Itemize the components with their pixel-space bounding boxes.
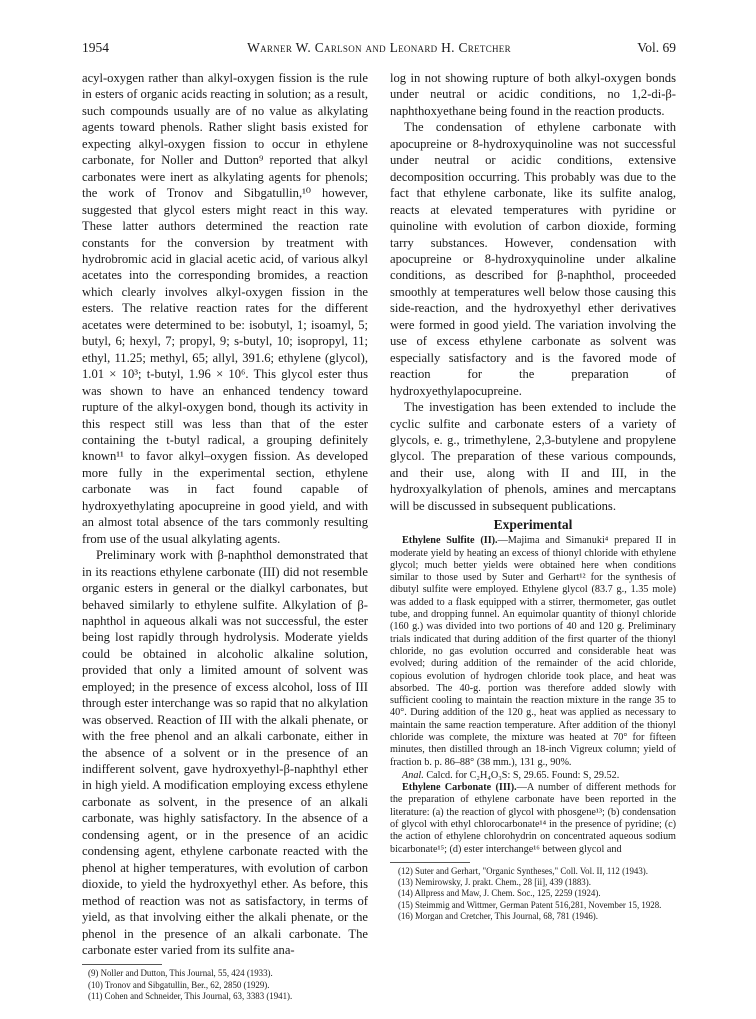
volume-number: Vol. 69 bbox=[637, 40, 676, 55]
body-paragraph: The investigation has been extended to include the cyclic sulfite and carbonate esters of a variety of glycols, e. g., trimethylene, 2,3-butylene and propylene glycol. The preparation of these various compounds, and their use, along with II and III, in the hydroxyalkylation of phenols, amines and mercaptans will be discussed in subsequent publications. bbox=[390, 400, 676, 513]
analysis-line bbox=[390, 770, 676, 782]
compound-title: Ethylene Carbonate (III). bbox=[402, 782, 517, 794]
right-footnotes bbox=[390, 866, 676, 922]
running-head bbox=[82, 40, 676, 58]
footnote: (14) Allpress and Maw, J. Chem. Soc., 125, 2259 (1924). bbox=[398, 888, 601, 899]
section-heading: Experimental bbox=[493, 517, 573, 533]
right-body bbox=[390, 70, 676, 514]
footnote: (13) Nemirowsky, J. prakt. Chem., 28 [ii], 439 (1883). bbox=[398, 877, 591, 888]
right-column bbox=[390, 70, 676, 922]
left-body bbox=[82, 70, 368, 958]
compound-title: Ethylene Sulfite (II). bbox=[402, 535, 498, 547]
footnote: (16) Morgan and Cretcher, This Journal, 68, 781 (1946). bbox=[398, 910, 598, 921]
running-head-authors: Warner W. Carlson and Leonard H. Cretcher bbox=[247, 40, 511, 55]
footnote-rule bbox=[390, 862, 470, 863]
footnote: (11) Cohen and Schneider, This Journal, 63, 3383 (1941). bbox=[88, 990, 293, 1001]
footnote: (12) Suter and Gerhart, "Organic Syntheses," Coll. Vol. II, 112 (1943). bbox=[398, 865, 648, 876]
experimental-paragraph bbox=[390, 535, 676, 769]
footnote: (10) Tronov and Sibgatullin, Ber., 62, 2850 (1929). bbox=[88, 979, 270, 990]
left-column bbox=[82, 70, 368, 1002]
experimental-paragraph bbox=[390, 782, 676, 856]
procedure-text: —Majima and Simanuki⁴ prepared II in moderate yield by heating an excess of thionyl chloride with ethylene glycol; much better yields were obtained here when conditions similar to those used by Suter and Gerhart¹² for the synthesis of dibutyl sulfite were employed. Ethylene glycol (83.7 g., 1.35 mole) was added to a flask equipped with a stirrer, thermometer, gas outlet tube, and dropping funnel. An equimolar quantity of thionyl chloride (160 g.) was divided into two portions of 40 and 120 g. Preliminary trials indicated that during addition of the first quarter of the thionyl chloride, no gas evolution occurred and considerable heat was evolved; during addition of the remainder of the acid chloride, copious evolution of hydrogen chloride took place, and heat was absorbed. The 40-g. portion was therefore added slowly with sufficient cooling to maintain the reaction mixture in the range 35 to 40°. During addition of the 120 g., heat was applied as necessary to maintain the same reaction temperature. After addition of the thionyl chloride was complete, the mixture was heated at 70° for fifteen minutes, then distilled through an 18-inch Vigreux column; yield of fraction b. p. 86–88° (38 mm.), 131 g., 90%. bbox=[390, 535, 677, 768]
footnote: (15) Steimmig and Wittmer, German Patent 516,281, November 15, 1928. bbox=[398, 899, 662, 910]
left-footnotes bbox=[82, 968, 368, 1002]
body-paragraph: Preliminary work with β-naphthol demonstrated that in its reactions ethylene carbonate (III) did not resemble organic esters in general or the dialkyl carbonates, but behaved similarly to ethylene sulfite. Alkylation of β-naphthol in aqueous alkali was not successful, the ester being lost rapidly through hydrolysis. Moderate yields could be obtained in alcoholic alkaline solution, provided that only a limited amount of solvent was employed; in the presence of excess alcohol, loss of III through ester interchange was so rapid that no alkylation was observed. Reaction of III with the alkali phenate, or with the free phenol and an alkali carbonate, either in the absence of a solvent or in the presence of an indifferent solvent, gave hydroxyethyl-β-naphthyl ether in high yield. A modification employing excess ethylene carbonate as solvent, in the presence of an alkali carbonate, was highly satisfactory. In the absence of a condensing agent, or in the presence of an acidic condensing agent, ethylene carbonate reacted with the phenol at higher temperatures, with evolution of carbon dioxide, to yield the hydroxyethyl ether. As before, this method of reaction was not as satisfactory, in terms of yield, as that involving either the alkali phenate, or the phenol in the presence of an alkali carbonate. The carbonate ester varied from its sulfite ana- bbox=[82, 548, 368, 958]
page-number: 1954 bbox=[82, 40, 109, 55]
body-paragraph: acyl-oxygen rather than alkyl-oxygen fission is the rule in esters of organic acids reacting in solution; as a result, such compounds usually are of no value as alkylating agents toward phenols. Rather slight basis existed for expecting alkyl-oxygen fission to occur in ethylene carbonate, for Noller and Dutton⁹ reported that alkyl carbonates were inert as alkylating agents for phenols; the work of Tronov and Sibgatullin,¹⁰ however, suggested that glycol esters might react in this way. These latter authors determined the reaction rate constants for the conversion by treatment with hydrobromic acid in glacial acetic acid, of various alkyl acetates into the corresponding bromides, a reaction which clearly involves alkyl-oxygen fission in the esters. The relative reaction rates for the different acetates were determined to be: isobutyl, 1; isoamyl, 5; butyl, 6; hexyl, 7; propyl, 9; s-butyl, 10; isopropyl, 11; ethyl, 11.25; methyl, 65; allyl, 391.6; ethylene (glycol), 1.01 × 10³; t-butyl, 1.96 × 10⁶. This glycol ester thus was shown to have an enhanced tendency toward rupture of the alkyl-oxygen bond, though its activity in this respect still was less than that of the ester containing the t-butyl radical, a grouping definitely known¹¹ to favor alkyl–oxygen fission. As developed more fully in the experimental section, ethylene carbonate was in fact found capable of hydroxyethylating apocupreine in good yield, and with an almost total absence of the tars commonly resulting from use of the usual alkylating agents. bbox=[82, 71, 368, 546]
analysis-label: Anal. bbox=[402, 769, 424, 781]
analysis-values: Calcd. for C₂H₄O₃S: S, 29.65. Found: S, 29.52. bbox=[423, 769, 620, 781]
body-paragraph: log in not showing rupture of both alkyl-oxygen bonds under neutral or acidic conditions, no 1,2-di-β-naphthoxyethane being found in the reaction products. bbox=[390, 71, 676, 118]
footnote: (9) Noller and Dutton, This Journal, 55, 424 (1933). bbox=[88, 968, 273, 979]
footnote-rule bbox=[82, 964, 162, 965]
body-paragraph: The condensation of ethylene carbonate with apocupreine or 8-hydroxyquinoline was not successful under neutral or acidic conditions, extensive decomposition occurring. This probably was due to the fact that ethylene carbonate, like its sulfite analog, reacts at elevated temperatures with pyridine or quinoline with evolution of carbon dioxide, forming tarry substances. However, condensation with apocupreine or 8-hydroxyquinoline under alkaline conditions, as described for β-naphthol, proceeded smoothly at temperatures well below those causing this side-reaction, and the hydroxyethyl ether derivatives were formed in good yield. The variation involving the use of excess ethylene carbonate as solvent was especially satisfactory and is the favored mode of reaction for the preparation of hydroxyethylapocupreine. bbox=[390, 120, 676, 398]
experimental-body bbox=[390, 535, 676, 856]
procedure-text: —A number of different methods for the preparation of ethylene carbonate have been reported in the literature: (a) the reaction of glycol with phosgene¹³; (b) condensation of glycol with ethyl chlorocarbonate¹⁴ in the presence of pyridine; (c) the action of ethylene chlorohydrin on concentrated aqueous sodium bicarbonate¹⁵; (d) ester interchange¹⁶ between glycol and bbox=[390, 782, 677, 855]
